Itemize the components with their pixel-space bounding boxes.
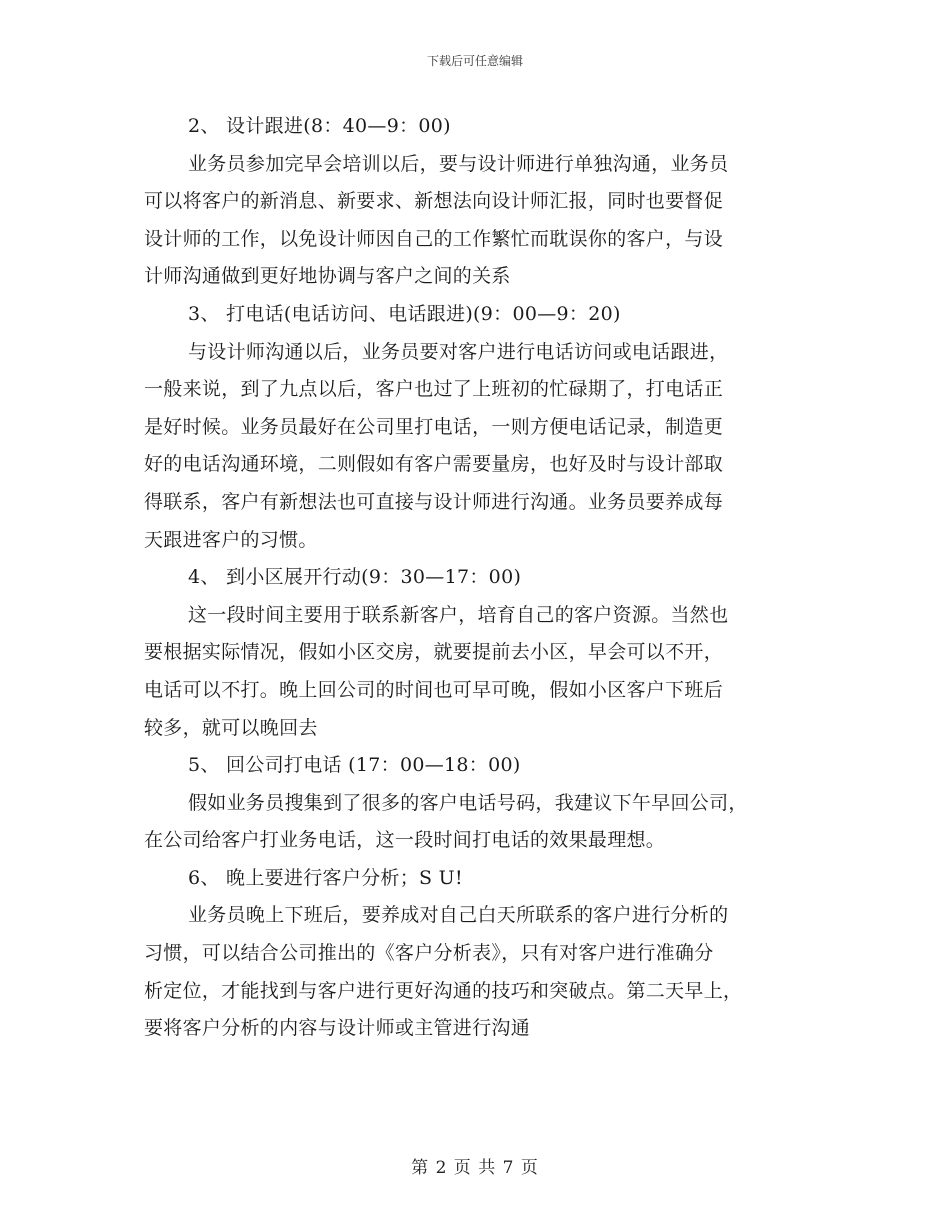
text-line: 这一段时间主要用于联系新客户，培育自己的客户资源。当然也 (188, 603, 729, 626)
page-number: 第 2 页 共 7 页 (411, 1158, 539, 1178)
text-line: 一般来说，到了九点以后，客户也过了上班初的忙碌期了，打电话正 (144, 378, 724, 401)
text-line: 好的电话沟通环境，二则假如有客户需要量房，也好及时与设计部取 (144, 453, 724, 476)
text-line: 可以将客户的新消息、新要求、新想法向设计师汇报，同时也要督促 (144, 190, 724, 213)
text-line: 业务员晚上下班后，要养成对自己白天所联系的客户进行分析的 (188, 904, 729, 927)
text-line: 电话可以不打。晚上回公司的时间也可早可晚，假如小区客户下班后 (144, 678, 724, 701)
document-body (144, 108, 812, 1048)
text-line: 5、 回公司打电话 (17：00—18：00) (188, 754, 521, 777)
text-line: 天跟进客户的习惯。 (144, 528, 318, 551)
text-line: 业务员参加完早会培训以后，要与设计师进行单独沟通，业务员 (188, 152, 729, 175)
text-line: 要将客户分析的内容与设计师或主管进行沟通 (144, 1017, 531, 1040)
text-line: 计师沟通做到更好地协调与客户之间的关系 (144, 265, 511, 288)
text-line: 2、 设计跟进(8：40—9：00) (188, 115, 451, 137)
text-line: 6、 晚上要进行客户分析；S U! (188, 866, 463, 889)
text-line: 4、 到小区展开行动(9：30—17：00) (188, 566, 522, 589)
text-line: 较多，就可以晚回去 (144, 716, 318, 739)
text-line: 3、 打电话(电话访问、电话跟进)(9：00—9：20) (188, 302, 621, 325)
text-line: 习惯，可以结合公司推出的《客户分析表》，只有对客户进行准确分 (144, 942, 714, 965)
text-line: 假如业务员搜集到了很多的客户电话号码，我建议下午早回公司， (188, 791, 748, 814)
page-header: 下载后可任意编辑 (426, 54, 523, 68)
text-line: 析定位，才能找到与客户进行更好沟通的技巧和突破点。第二天早上， (144, 979, 743, 1002)
text-line: 是好时候。业务员最好在公司里打电话，一则方便电话记录，制造更 (144, 415, 724, 438)
text-line: 得联系，客户有新想法也可直接与设计师进行沟通。业务员要养成每 (144, 490, 724, 513)
text-line: 与设计师沟通以后，业务员要对客户进行电话访问或电话跟进， (188, 340, 729, 363)
text-line: 设计师的工作，以免设计师因自己的工作繁忙而耽误你的客户，与设 (144, 227, 724, 250)
text-line: 在公司给客户打业务电话，这一段时间打电话的效果最理想。 (144, 829, 666, 852)
text-line: 要根据实际情况，假如小区交房，就要提前去小区，早会可以不开， (144, 641, 724, 664)
